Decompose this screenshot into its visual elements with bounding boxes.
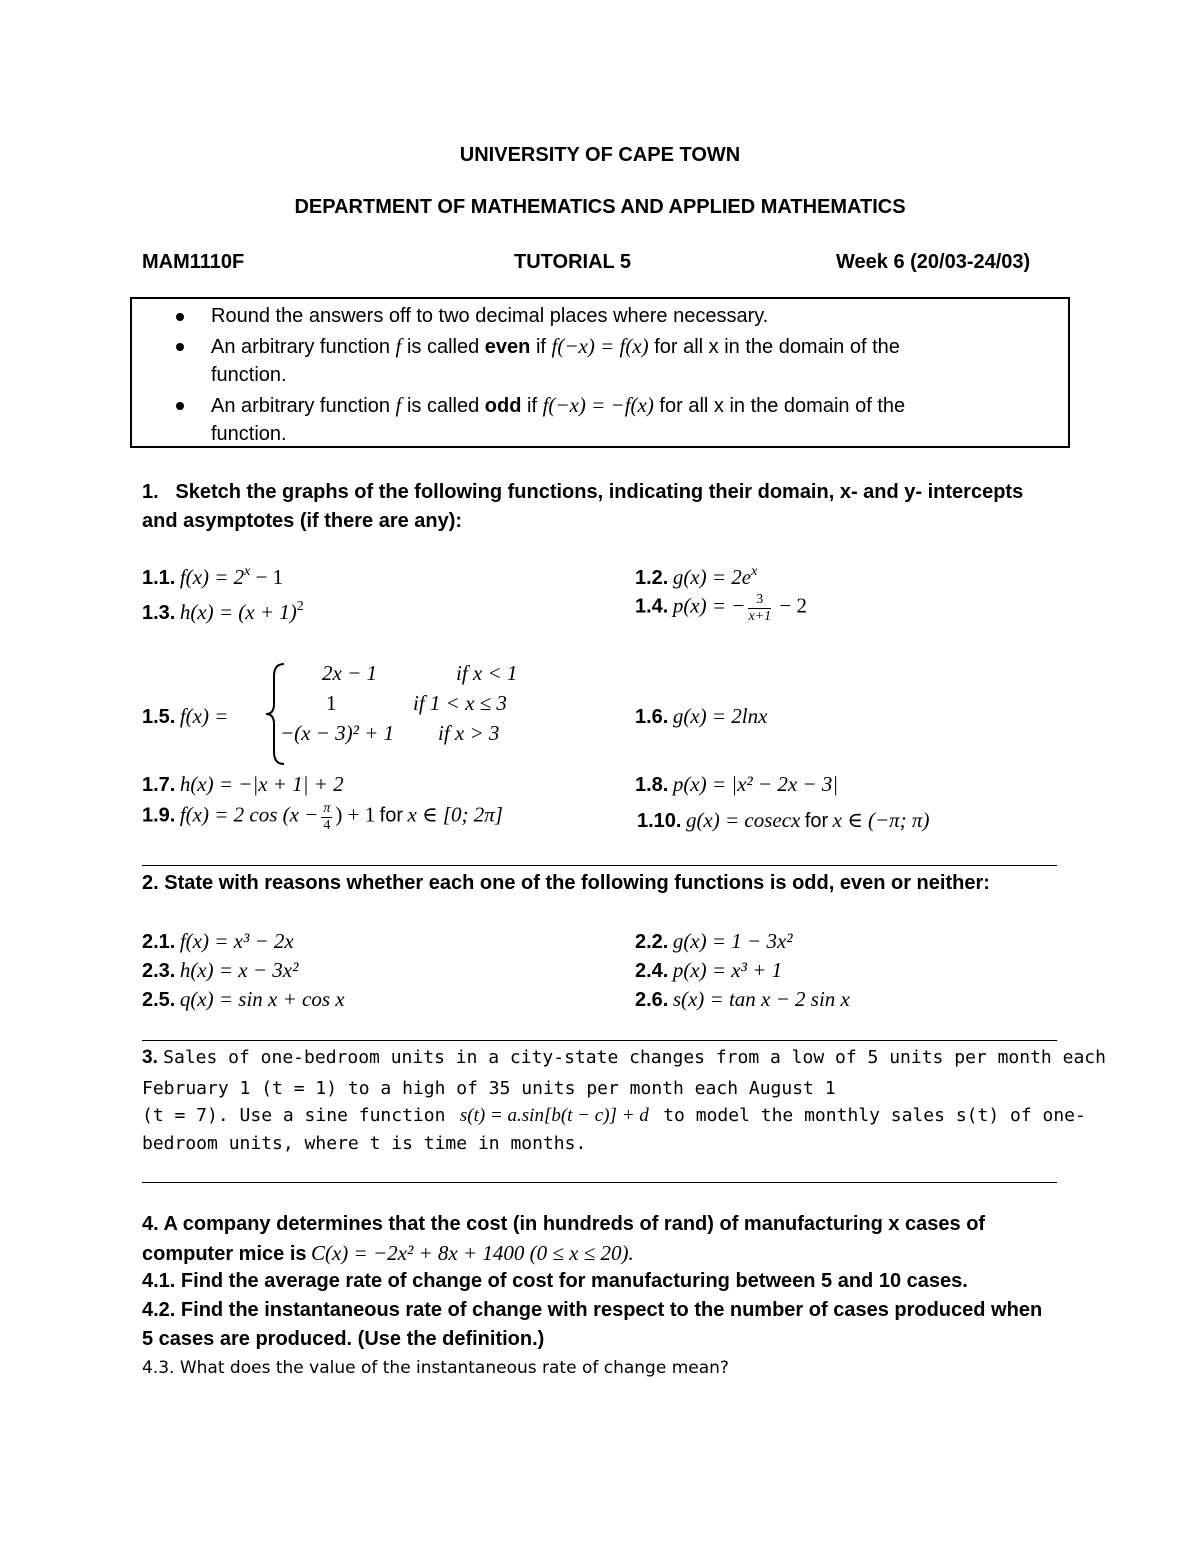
note-odd-cont: function.	[211, 423, 287, 445]
q3-line3: (t = 7). Use a sine function s(t) = a.sin[b(t − c)] + d to model the monthly sales s(t) of one-	[142, 1105, 1086, 1126]
section-divider	[142, 865, 1057, 866]
q2-3: 2.3. h(x) = x − 3x²	[142, 958, 299, 982]
q3-line1: 3. Sales of one-bedroom units in a city-state changes from a low of 5 units per month each	[142, 1047, 1106, 1068]
bullet-dot	[176, 402, 184, 410]
q1-6: 1.6. g(x) = 2lnx	[635, 704, 768, 728]
q4-2-cont: 5 cases are produced. (Use the definition.)	[142, 1328, 545, 1350]
q1-5-case2: 1	[326, 691, 337, 715]
q1-5-case3: −(x − 3)² + 1	[280, 721, 395, 745]
q1-5-cond3: if x > 3	[438, 721, 500, 745]
q3-line4: bedroom units, where t is time in months.	[142, 1133, 587, 1154]
department-title: DEPARTMENT OF MATHEMATICS AND APPLIED MATHEMATICS	[294, 196, 906, 218]
q1-5-cond2: if 1 < x ≤ 3	[413, 691, 507, 715]
q1-text: 1. Sketch the graphs of the following functions, indicating their domain, x- and y- intercepts	[142, 481, 1024, 503]
q1-5: 1.5. f(x) =	[142, 704, 229, 728]
q1-1: 1.1. f(x) = 2x − 1	[142, 564, 284, 589]
note-rounding: Round the answers off to two decimal places where necessary.	[211, 305, 769, 327]
q1-5-cond1: if x < 1	[456, 661, 518, 685]
q1-5-case1: 2x − 1	[322, 661, 377, 685]
q1-9: 1.9. f(x) = 2 cos (x − $\frac{\pi}{4}$ ) + 1 for x ∈ [0; 2π]	[142, 801, 503, 833]
q4-line2: computer mice is C(x) = −2x² + 8x + 1400 (0 ≤ x ≤ 20).	[142, 1241, 634, 1265]
week-label: Week 6 (20/03-24/03)	[836, 251, 1031, 273]
note-even-cont: function.	[211, 364, 287, 386]
q1-text-cont: and asymptotes (if there are any):	[142, 510, 463, 532]
brace-icon	[262, 660, 292, 768]
university-title: UNIVERSITY OF CAPE TOWN	[459, 144, 741, 166]
q2-5: 2.5. q(x) = sin x + cos x	[142, 987, 345, 1011]
bullet-dot	[176, 343, 184, 351]
note-odd: An arbitrary function f is called odd if f(−x) = −f(x) for all x in the domain of the	[211, 393, 906, 417]
course-code: MAM1110F	[142, 251, 245, 273]
note-even: An arbitrary function f is called even if f(−x) = f(x) for all x in the domain of the	[211, 334, 900, 358]
tutorial-number: TUTORIAL 5	[514, 251, 632, 273]
q2-6: 2.6. s(x) = tan x − 2 sin x	[635, 987, 850, 1011]
q4-1: 4.1. Find the average rate of change of cost for manufacturing between 5 and 10 cases.	[142, 1270, 968, 1292]
q1-7: 1.7. h(x) = −|x + 1| + 2	[142, 772, 344, 796]
q1-2: 1.2. g(x) = 2ex	[635, 564, 758, 589]
q2-title: 2. State with reasons whether each one of the following functions is odd, even or neither:	[142, 872, 990, 894]
q4-line1: 4. A company determines that the cost (in hundreds of rand) of manufacturing x cases of	[142, 1213, 986, 1235]
q1-8: 1.8. p(x) = |x² − 2x − 3|	[635, 772, 839, 796]
q1-10: 1.10. g(x) = cosecx for x ∈ (−π; π)	[637, 808, 930, 832]
q3-line2: February 1 (t = 1) to a high of 35 units per month each August 1	[142, 1078, 836, 1099]
section-divider	[142, 1182, 1057, 1183]
bullet-dot	[176, 313, 184, 321]
q1-4: 1.4. p(x) = − $\frac{3}{x+1}$ − 2	[635, 592, 807, 624]
q4-3: 4.3. What does the value of the instantaneous rate of change mean?	[142, 1358, 729, 1378]
q4-2: 4.2. Find the instantaneous rate of change with respect to the number of cases produced when	[142, 1299, 1043, 1321]
q2-4: 2.4. p(x) = x³ + 1	[635, 958, 783, 982]
section-divider	[142, 1040, 1057, 1041]
q2-1: 2.1. f(x) = x³ − 2x	[142, 929, 294, 953]
q1-3: 1.3. h(x) = (x + 1)2	[142, 599, 304, 624]
q2-2: 2.2. g(x) = 1 − 3x²	[635, 929, 793, 953]
